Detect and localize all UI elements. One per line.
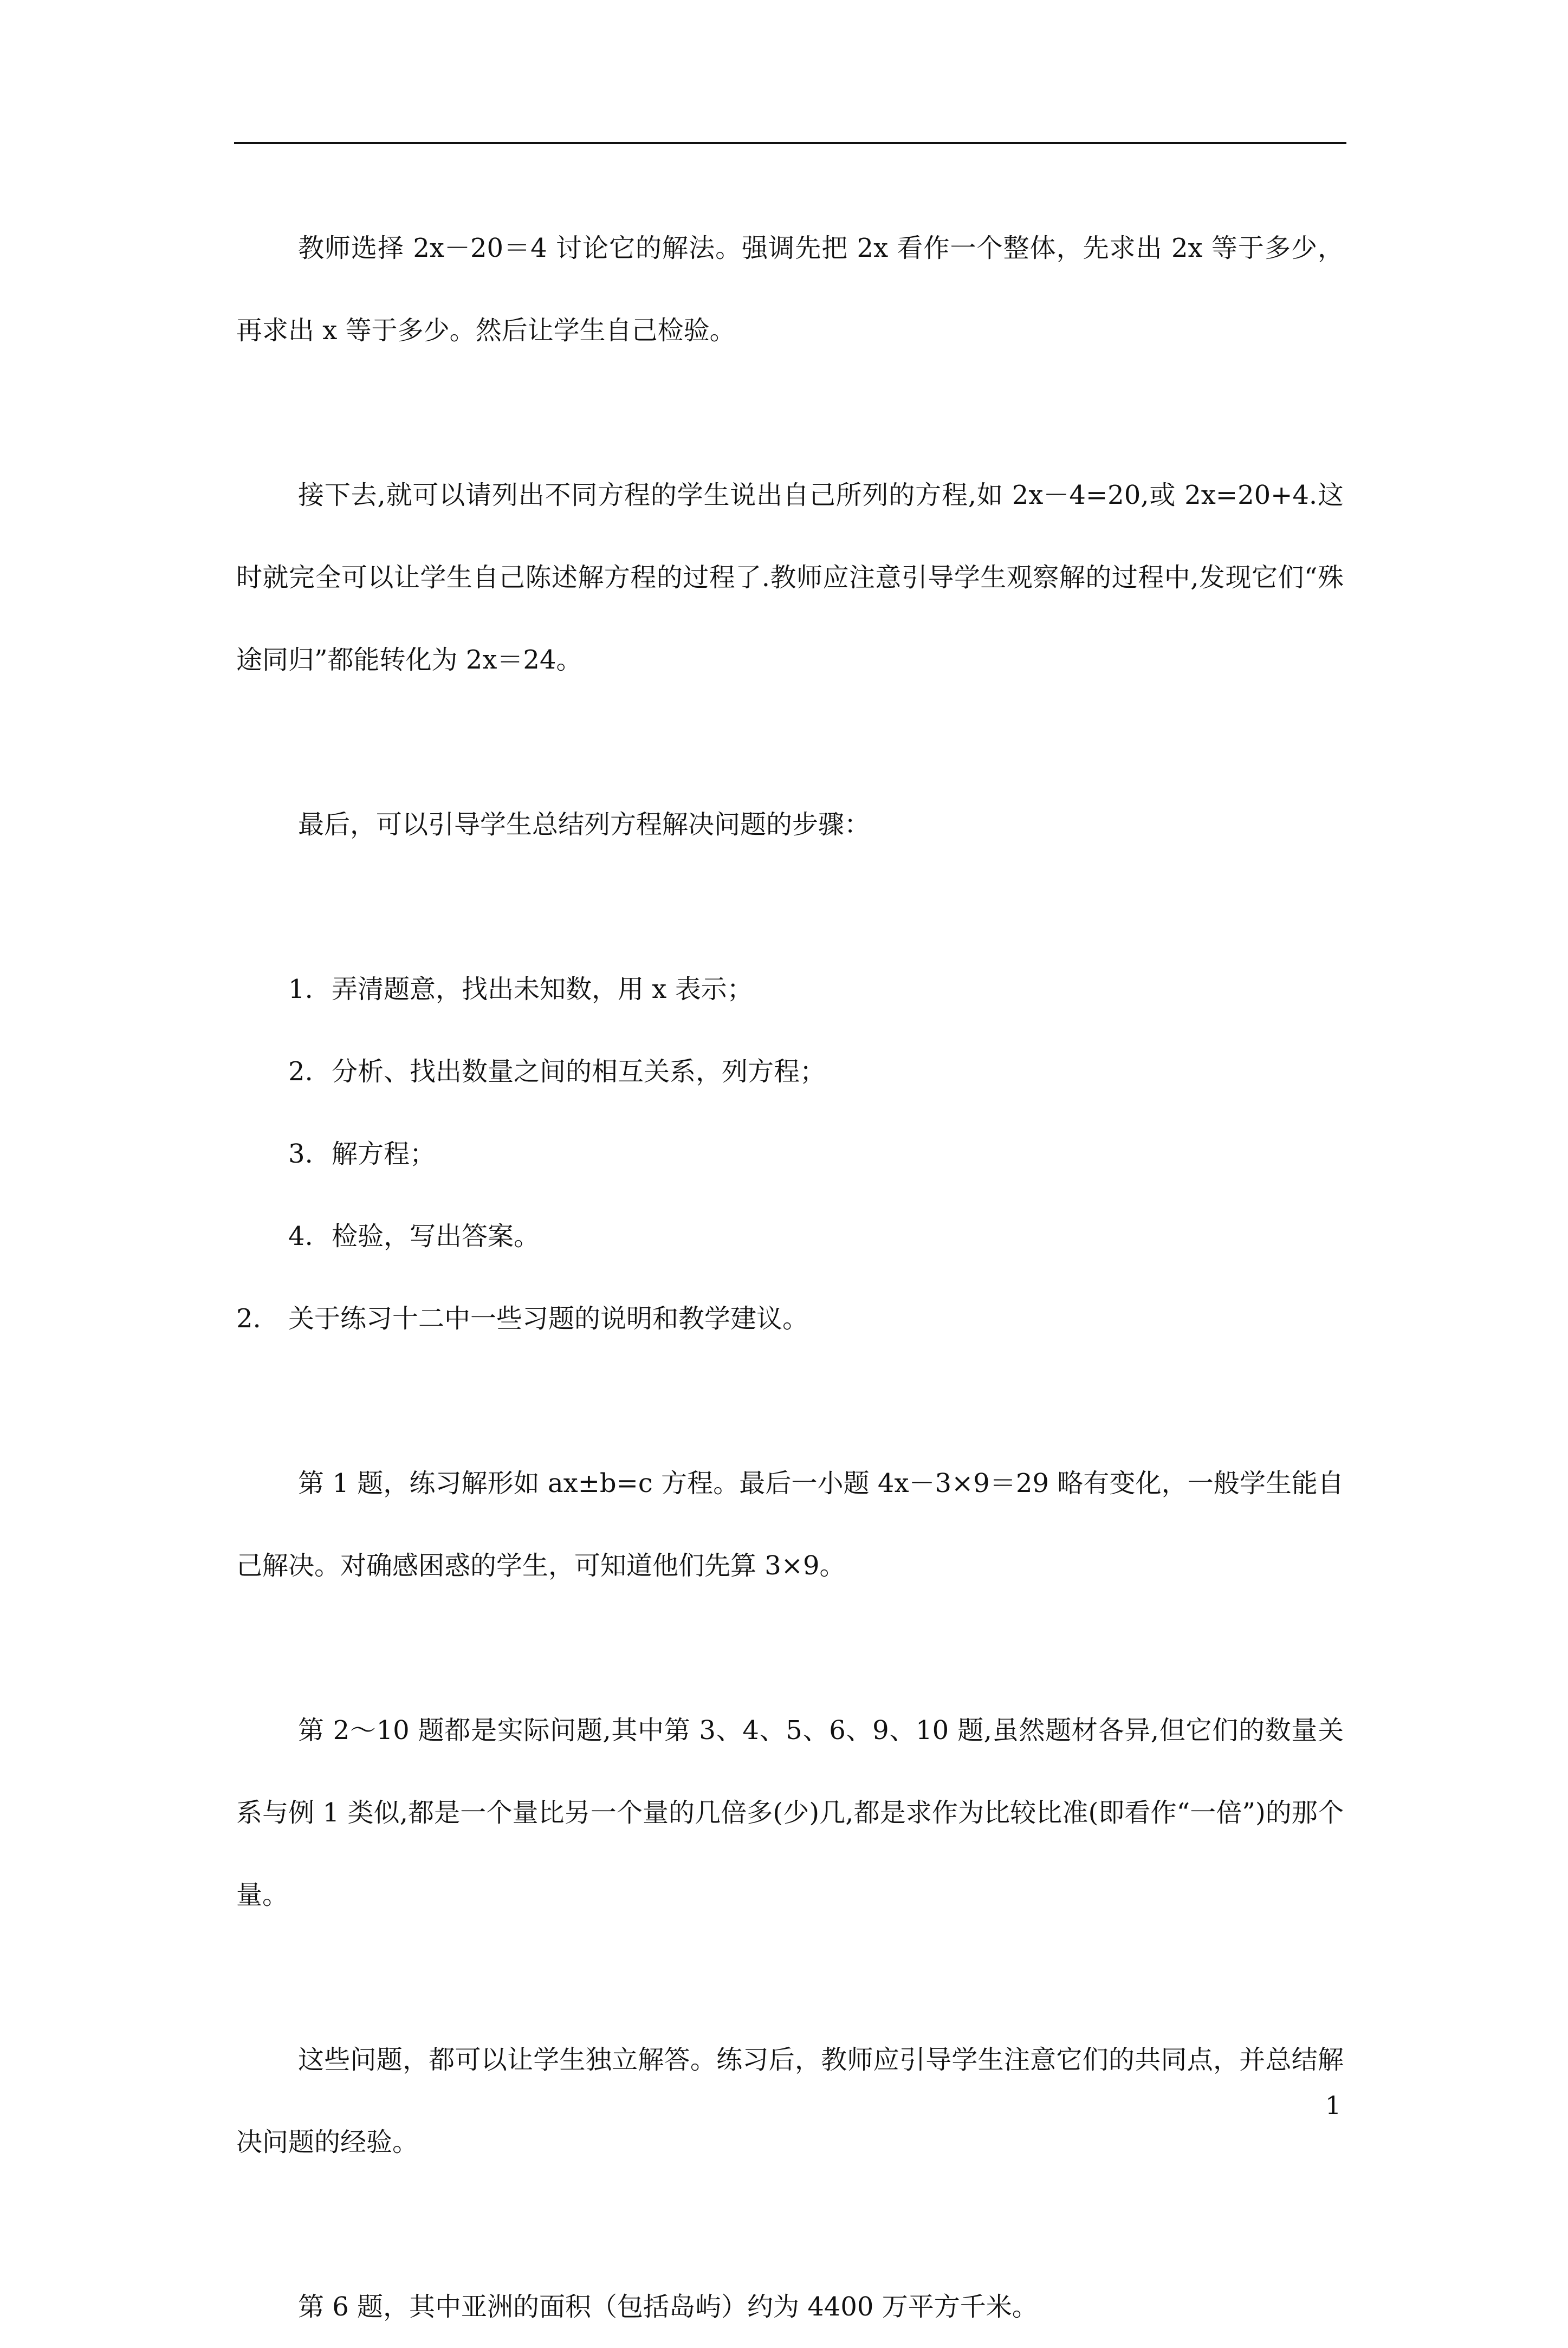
list-item-number: 4. xyxy=(288,1221,313,1251)
section-heading xyxy=(236,1277,1344,1360)
section-number: 2. xyxy=(236,1303,261,1334)
header-rule xyxy=(234,142,1346,144)
list-item-text: 解方程； xyxy=(332,1139,436,1169)
list-item xyxy=(236,948,1344,1030)
paragraph-exercise-1: 第 1 题，练习解形如 ax±b=c 方程。最后一小题 4x－3×9＝29 略有变化，一般学生能自己解决。对确感困惑的学生，可知道他们先算 3×9。 xyxy=(236,1468,1344,1581)
paragraph-equation-method: 教师选择 2x－20＝4 讨论它的解法。强调先把 2x 看作一个整体，先求出 2x 等于多少，再求出 x 等于多少。然后让学生自己检验。 xyxy=(236,233,1344,346)
paragraph-summary-intro: 最后，可以引导学生总结列方程解决问题的步骤： xyxy=(298,809,871,840)
list-item-number: 2. xyxy=(288,1056,313,1087)
section-title: 关于练习十二中一些习题的说明和教学建议。 xyxy=(288,1303,809,1334)
page-number: 1 xyxy=(1325,2091,1342,2120)
list-item xyxy=(236,1113,1344,1195)
document-body xyxy=(236,207,1344,2348)
list-item-text: 弄清题意，找出未知数，用 x 表示； xyxy=(332,974,753,1004)
list-item-number: 1. xyxy=(288,974,313,1004)
list-item-text: 检验，写出答案。 xyxy=(332,1221,540,1251)
steps-list xyxy=(236,948,1344,1277)
paragraph-exercise-6: 第 6 题，其中亚洲的面积（包括岛屿）约为 4400 万平方千米。 xyxy=(298,2292,1038,2322)
list-item xyxy=(236,1195,1344,1277)
list-item-text: 分析、找出数量之间的相互关系，列方程； xyxy=(332,1056,826,1087)
paragraph-different-equations: 接下去,就可以请列出不同方程的学生说出自己所列的方程,如 2x－4=20,或 2x=20+4.这时就完全可以让学生自己陈述解方程的过程了.教师应注意引导学生观察解的过程中,发现它们“殊途同归”都能转化为 2x＝24。 xyxy=(236,480,1344,675)
list-item xyxy=(236,1030,1344,1113)
paragraph-independent-solving: 这些问题，都可以让学生独立解答。练习后，教师应引导学生注意它们的共同点，并总结解决问题的经验。 xyxy=(236,2045,1344,2157)
list-item-number: 3. xyxy=(288,1139,313,1169)
paragraph-exercises-2-10: 第 2～10 题都是实际问题,其中第 3、4、5、6、9、10 题,虽然题材各异,但它们的数量关系与例 1 类似,都是一个量比另一个量的几倍多(少)几,都是求作为比较比准(即看作“一倍”)的那个量。 xyxy=(236,1715,1344,1910)
